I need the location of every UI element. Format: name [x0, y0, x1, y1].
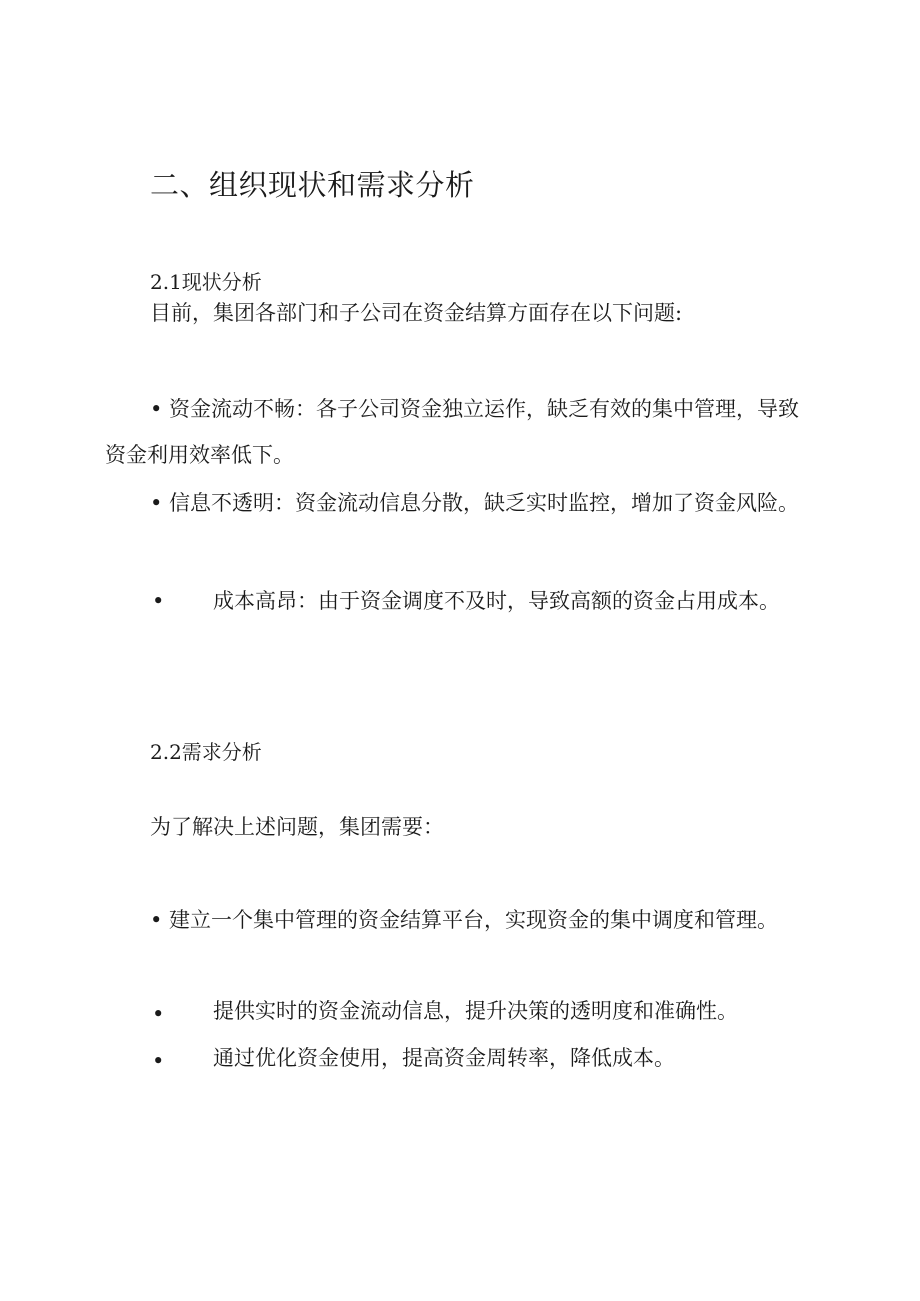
needs-intro: 为了解决上述问题，集团需要：: [150, 815, 444, 839]
current-bullet-2: • 信息不透明：资金流动信息分散，缺乏实时监控，增加了资金风险。: [150, 491, 800, 515]
current-intro: 目前，集团各部门和子公司在资金结算方面存在以下问题:: [150, 301, 683, 325]
current-bullet-3: 成本高昂：由于资金调度不及时，导致高额的资金占用成本。: [213, 589, 780, 613]
needs-bullet-3: 通过优化资金使用，提高资金周转率，降低成本。: [213, 1046, 675, 1070]
needs-bullet-1: • 建立一个集中管理的资金结算平台，实现资金的集中调度和管理。: [150, 908, 779, 932]
needs-bullet-2: 提供实时的资金流动信息，提升决策的透明度和准确性。: [213, 999, 738, 1023]
current-bullet-1: • 资金流动不畅：各子公司资金独立运作，缺乏有效的集中管理，导致资金利用效率低下。: [105, 397, 800, 467]
subsection-heading-needs: 2.2需求分析: [150, 740, 262, 764]
current-bullet-3-dot: •: [152, 589, 165, 613]
needs-bullet-3-dot: •: [152, 1049, 165, 1073]
subsection-heading-current: 2.1现状分析: [150, 270, 262, 294]
section-title: 二、组织现状和需求分析: [150, 168, 475, 202]
needs-bullet-2-dot: •: [152, 1002, 165, 1026]
